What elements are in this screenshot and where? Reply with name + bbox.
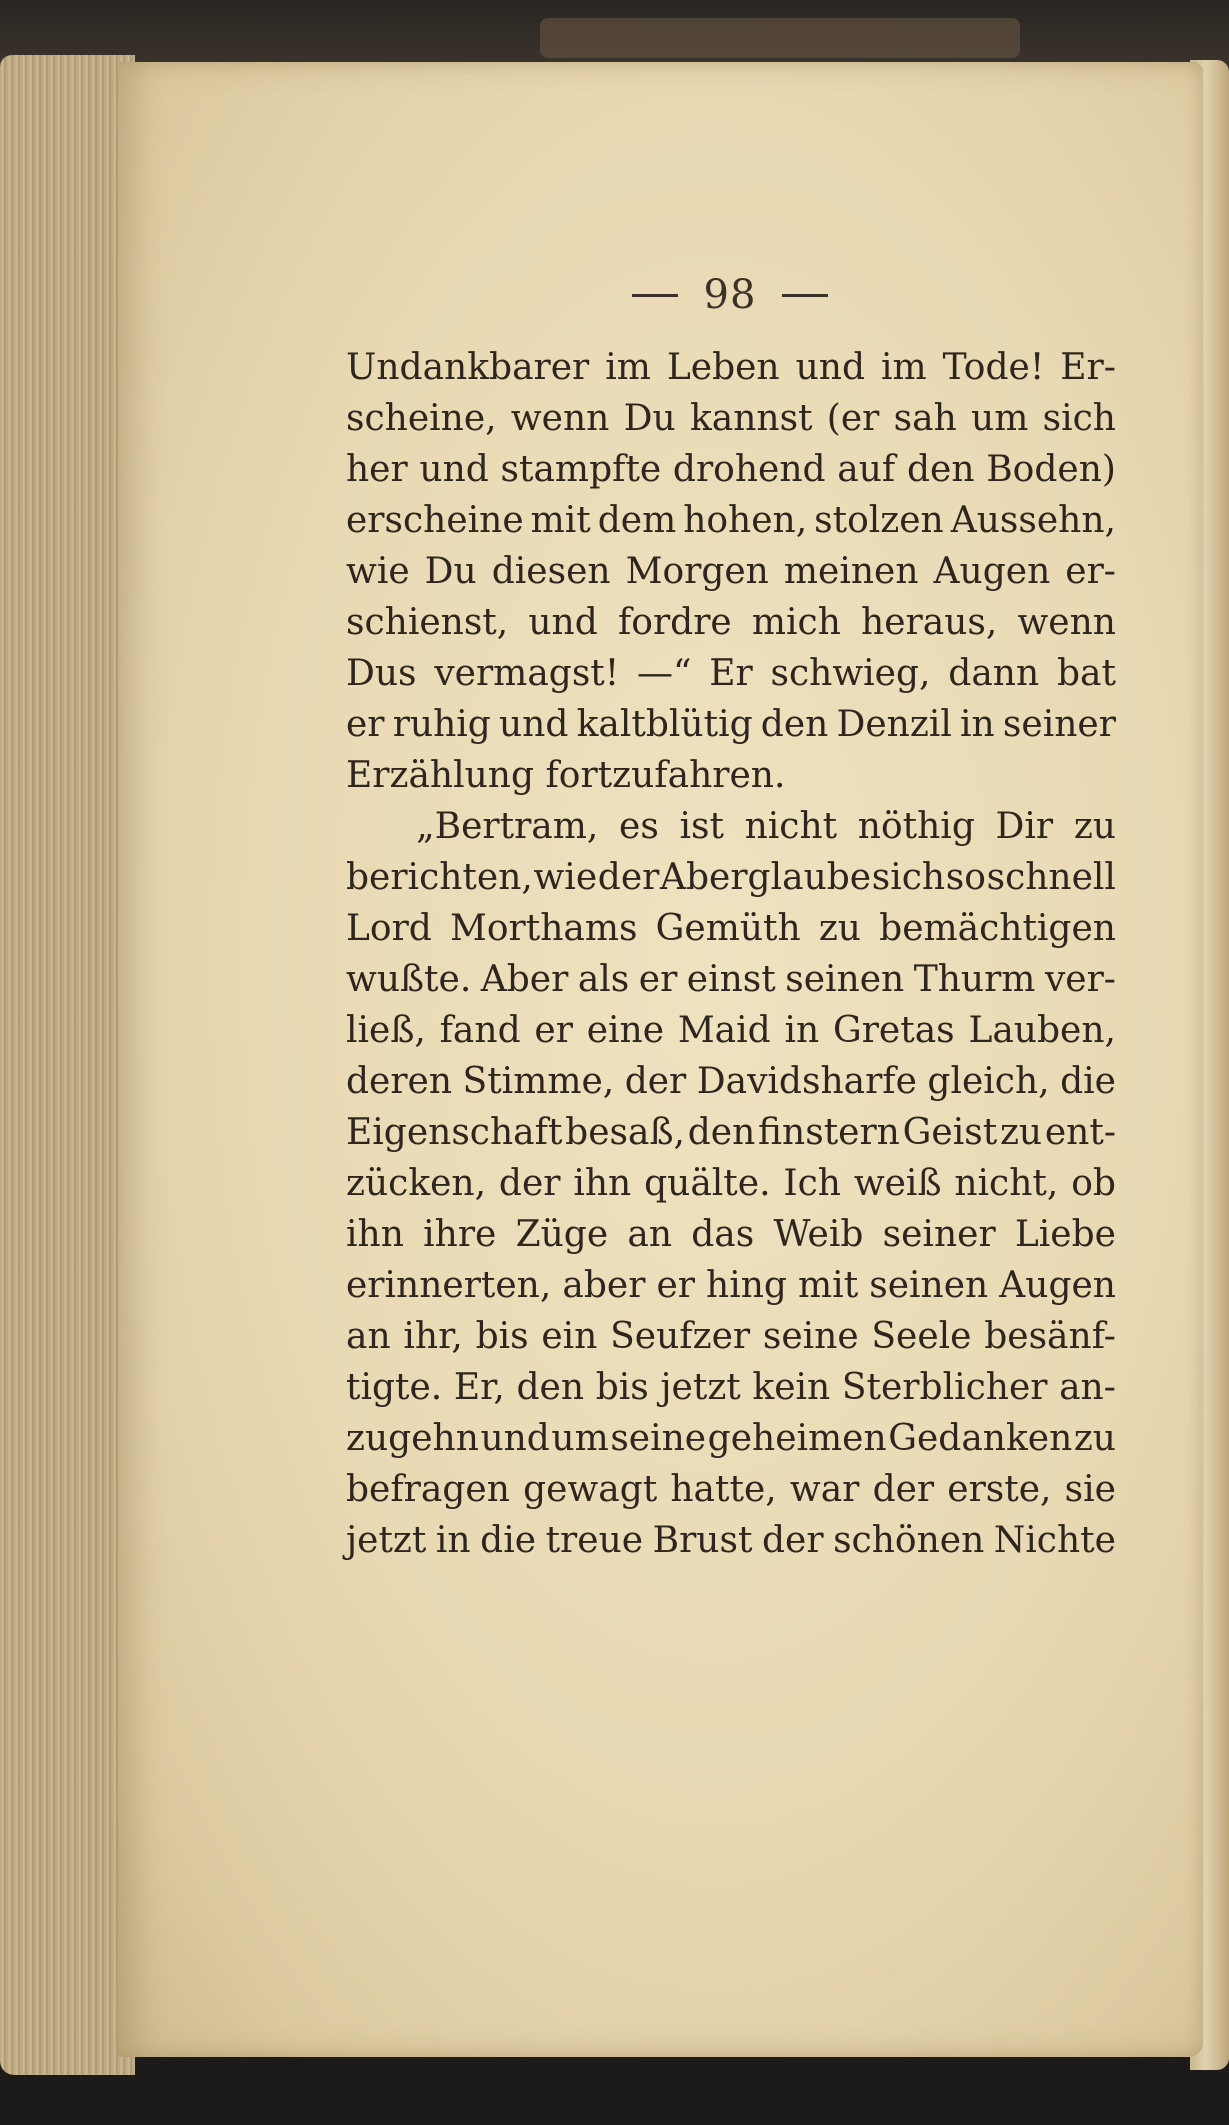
text-line: wußte. Aber als er einst seinen Thurm ver- (346, 959, 1116, 1000)
text-line: Undankbarer im Leben und im Tode! Er- (346, 347, 1116, 388)
body-text (346, 342, 1116, 1566)
text-line: ließ, fand er eine Maid in Gretas Lauben, (346, 1010, 1116, 1051)
text-line: jetzt in die treue Brust der schönen Nichte (346, 1520, 1116, 1561)
text-line: Lord Morthams Gemüth zu bemächtigen (346, 908, 1116, 949)
page-stack-edge (0, 55, 135, 2075)
text-line: scheine, wenn Du kannst (er sah um sich (346, 398, 1116, 439)
text-line: Erzählung fortzufahren. (346, 755, 786, 796)
text-line: wie Du diesen Morgen meinen Augen er- (346, 551, 1116, 592)
text-line: „Bertram, es ist nicht nöthig Dir zu (416, 806, 1116, 847)
text-line: befragen gewagt hatte, war der erste, sie (346, 1469, 1116, 1510)
text-line: er ruhig und kaltblütig den Denzil in seiner (346, 704, 1116, 745)
text-line: schienst, und fordre mich heraus, wenn (346, 602, 1116, 643)
text-line: tigte. Er, den bis jetzt kein Sterblicher an- (346, 1367, 1116, 1408)
text-line: erinnerten, aber er hing mit seinen Augen (346, 1265, 1116, 1306)
header-dash-right (782, 294, 828, 297)
text-line: an ihr, bis ein Seufzer seine Seele besänf- (346, 1316, 1116, 1357)
header-dash-left (632, 294, 678, 297)
text-line: erscheine mit dem hohen, stolzen Aussehn, (346, 500, 1116, 541)
text-line: ihn ihre Züge an das Weib seiner Liebe (346, 1214, 1116, 1255)
text-line: zücken, der ihn quälte. Ich weiß nicht, ob (346, 1163, 1116, 1204)
book-cover-top (0, 0, 1229, 70)
text-line: her und stampfte drohend auf den Boden) (346, 449, 1116, 490)
text-line: Eigenschaft besaß, den finstern Geist zu ent- (346, 1112, 1116, 1153)
text-line: berichten, wie der Aberglaube sich so schnell (346, 857, 1116, 898)
text-line: deren Stimme, der Davidsharfe gleich, die (346, 1061, 1116, 1102)
page-header (610, 265, 850, 325)
text-line: Dus vermagst! —“ Er schwieg, dann bat (346, 653, 1116, 694)
page-number: 98 (703, 272, 757, 318)
text-line: zugehn und um seine geheimen Gedanken zu (346, 1418, 1116, 1459)
